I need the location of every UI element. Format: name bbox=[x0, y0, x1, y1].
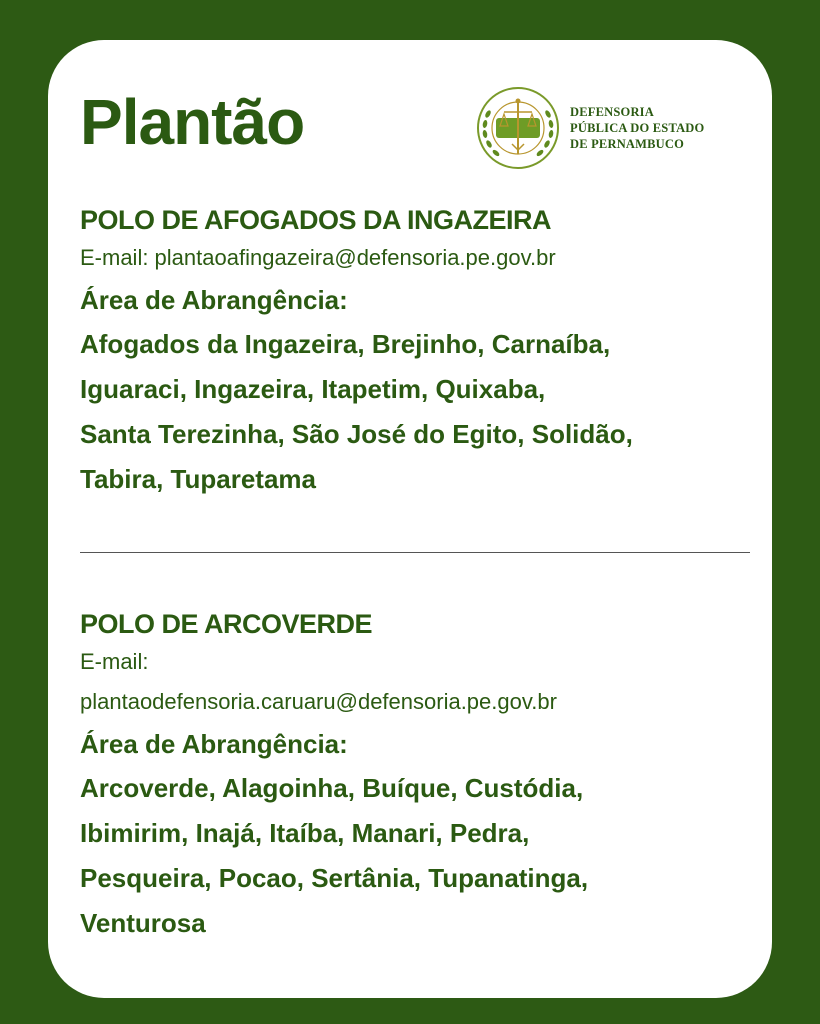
logo-text bbox=[570, 104, 704, 152]
city-line: Pesqueira, Pocao, Sertânia, Tupanatinga, bbox=[80, 863, 589, 893]
page-title: Plantão bbox=[80, 86, 305, 158]
email-label: E-mail: bbox=[80, 649, 149, 674]
polo-name: POLO DE AFOGADOS DA INGAZEIRA bbox=[80, 205, 552, 235]
defensoria-logo bbox=[474, 84, 704, 172]
email-line: E-mail: plantaoafingazeira@defensoria.pe.gov.br bbox=[80, 245, 556, 270]
email-address: plantaodefensoria.caruaru@defensoria.pe.gov.br bbox=[80, 689, 557, 714]
polo-section-afogados bbox=[80, 202, 754, 502]
polo-name: POLO DE ARCOVERDE bbox=[80, 609, 373, 639]
city-line: Arcoverde, Alagoinha, Buíque, Custódia, bbox=[80, 773, 584, 803]
info-card bbox=[48, 40, 772, 998]
coverage-area-label: Área de Abrangência: bbox=[80, 285, 348, 315]
city-list bbox=[80, 766, 754, 946]
laurel-emblem-icon bbox=[474, 84, 562, 172]
logo-line: DEFENSORIA bbox=[570, 105, 654, 119]
coverage-area-label: Área de Abrangência: bbox=[80, 729, 348, 759]
polo-section-arcoverde bbox=[80, 606, 754, 946]
city-line: Venturosa bbox=[80, 908, 206, 938]
city-line: Afogados da Ingazeira, Brejinho, Carnaíba, bbox=[80, 329, 611, 359]
logo-line: PÚBLICA DO ESTADO bbox=[570, 121, 705, 135]
logo-line: DE PERNAMBUCO bbox=[570, 137, 685, 151]
city-line: Iguaraci, Ingazeira, Itapetim, Quixaba, bbox=[80, 374, 546, 404]
city-list bbox=[80, 322, 754, 502]
city-line: Santa Terezinha, São José do Egito, Solidão, bbox=[80, 419, 633, 449]
city-line: Ibimirim, Inajá, Itaíba, Manari, Pedra, bbox=[80, 818, 530, 848]
section-divider bbox=[80, 552, 750, 553]
city-line: Tabira, Tuparetama bbox=[80, 464, 316, 494]
